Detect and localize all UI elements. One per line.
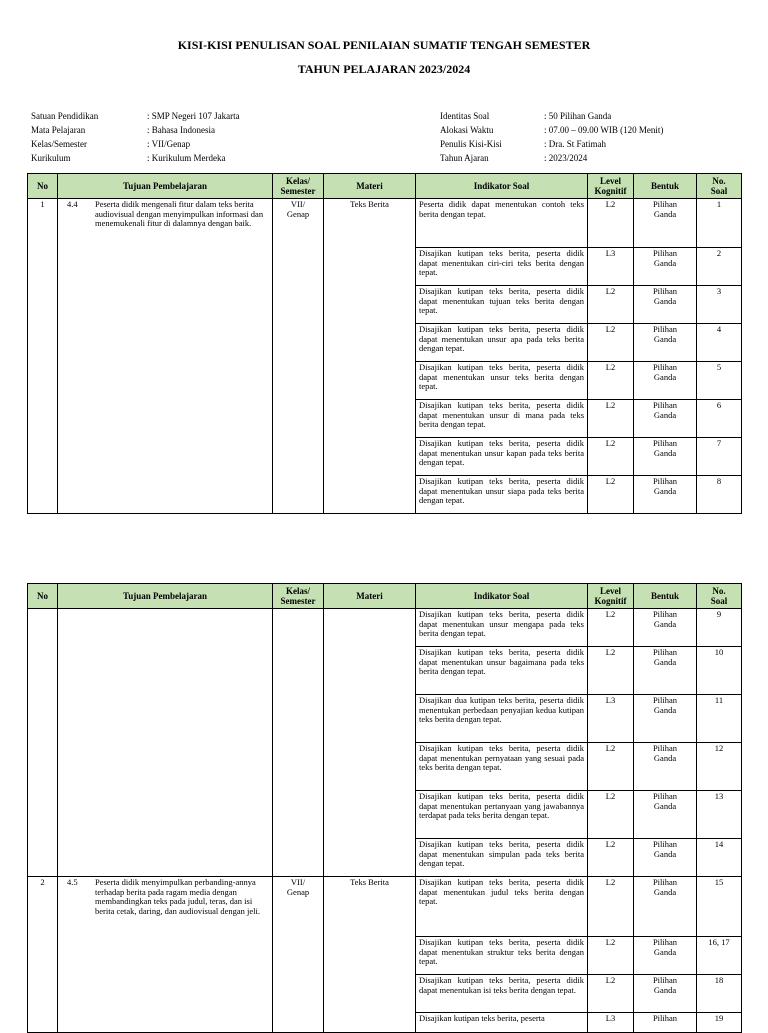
level-cell: L3 (588, 1013, 634, 1033)
materi-cell: Teks Berita (324, 199, 416, 514)
level-cell: L2 (588, 839, 634, 877)
nosoal-cell: 4 (697, 324, 742, 362)
nosoal-cell: 8 (697, 476, 742, 514)
indikator-cell: Disajikan kutipan teks berita, peserta didik dapat menentukan ciri-ciri teks berita dengan tepat. (416, 248, 588, 286)
level-cell: L2 (588, 476, 634, 514)
bentuk-cell: Pilihan Ganda (634, 362, 697, 400)
indikator-cell: Disajikan kutipan teks berita, peserta didik dapat menentukan unsur kapan pada teks berita dengan tepat. (416, 438, 588, 476)
info-value: : Dra. St Fatimah (544, 139, 606, 149)
info-value: : Kurikulum Merdeka (147, 153, 226, 163)
level-cell: L2 (588, 791, 634, 839)
table-header-row (28, 584, 742, 609)
indikator-cell: Disajikan kutipan teks berita, peserta didik dapat menentukan struktur teks berita dengan tepat. (416, 937, 588, 975)
col-header-nosoal: No. Soal (697, 584, 742, 609)
nosoal-cell: 3 (697, 286, 742, 324)
objective-no: 2 (28, 877, 58, 1033)
info-label: Alokasi Waktu (440, 125, 494, 135)
indikator-cell: Disajikan dua kutipan teks berita, peserta didik menentukan perbedaan penyajian kedua kutipan teks berita dengan tepat. (416, 695, 588, 743)
level-cell: L2 (588, 362, 634, 400)
kelas-cell-continued (273, 609, 324, 877)
indikator-cell: Disajikan kutipan teks berita, peserta didik dapat menentukan unsur siapa pada teks berita dengan tepat. (416, 476, 588, 514)
indikator-cell: Disajikan kutipan teks berita, peserta didik dapat menentukan unsur bagaimana pada teks berita dengan tepat. (416, 647, 588, 695)
bentuk-cell: Pilihan Ganda (634, 400, 697, 438)
kisi-kisi-table-page-1 (27, 173, 742, 514)
info-row (31, 137, 240, 151)
bentuk-cell: Pilihan Ganda (634, 647, 697, 695)
nosoal-cell: 11 (697, 695, 742, 743)
nosoal-cell: 12 (697, 743, 742, 791)
level-cell: L3 (588, 695, 634, 743)
info-label: Satuan Pendidikan (31, 111, 99, 121)
info-value: : Bahasa Indonesia (147, 125, 215, 135)
info-label: Kurikulum (31, 153, 71, 163)
indikator-cell: Disajikan kutipan teks berita, peserta didik dapat menentukan tujuan teks berita dengan tepat. (416, 286, 588, 324)
info-row (440, 109, 663, 123)
col-header-indikator: Indikator Soal (416, 174, 588, 199)
indikator-cell: Disajikan kutipan teks berita, peserta didik dapat menentukan judul teks berita dengan tepat. (416, 877, 588, 937)
bentuk-cell: Pilihan Ganda (634, 609, 697, 647)
nosoal-cell: 9 (697, 609, 742, 647)
info-row (31, 123, 240, 137)
kelas-cell: VII/ Genap (273, 877, 324, 1033)
nosoal-cell: 18 (697, 975, 742, 1013)
level-cell: L2 (588, 647, 634, 695)
document-subtitle: TAHUN PELAJARAN 2023/2024 (297, 62, 471, 76)
info-value: : VII/Genap (147, 139, 191, 149)
level-cell: L2 (588, 975, 634, 1013)
info-label: Mata Pelajaran (31, 125, 86, 135)
objective-no: 1 (28, 199, 58, 514)
info-label: Kelas/Semester (31, 139, 87, 149)
col-header-nosoal: No. Soal (697, 174, 742, 199)
bentuk-cell: Pilihan Ganda (634, 476, 697, 514)
bentuk-cell: Pilihan Ganda (634, 438, 697, 476)
info-right (440, 109, 663, 165)
indikator-cell: Disajikan kutipan teks berita, peserta didik dapat menentukan simpulan pada teks berita dengan tepat. (416, 839, 588, 877)
nosoal-cell: 14 (697, 839, 742, 877)
col-header-level: Level Kognitif (588, 584, 634, 609)
indikator-cell: Disajikan kutipan teks berita, peserta didik dapat menentukan unsur teks berita dengan tepat. (416, 362, 588, 400)
info-label: Tahun Ajaran (440, 153, 489, 163)
objective-cell (58, 877, 273, 1033)
objective-text: Peserta didik mengenali fitur dalam teks berita audiovisual dengan menyimpulkan informasi dan menemukenali fitur di dalamnya dengan baik. (95, 199, 264, 229)
level-cell: L2 (588, 324, 634, 362)
indikator-cell: Peserta didik dapat menentukan contoh teks berita dengan tepat. (416, 199, 588, 248)
objective-code: 4.4 (67, 199, 78, 209)
level-cell: L3 (588, 248, 634, 286)
nosoal-cell: 13 (697, 791, 742, 839)
info-value: : 07.00 – 09.00 WIB (120 Menit) (544, 125, 664, 135)
bentuk-cell: Pilihan Ganda (634, 286, 697, 324)
nosoal-cell: 1 (697, 199, 742, 248)
table-header-row (28, 174, 742, 199)
objective-cell-continued (58, 609, 273, 877)
info-left (31, 109, 240, 165)
col-header-bentuk: Bentuk (634, 174, 697, 199)
info-value: : 50 Pilihan Ganda (544, 111, 612, 121)
bentuk-cell: Pilihan Ganda (634, 248, 697, 286)
col-header-no: No (28, 174, 58, 199)
level-cell: L2 (588, 609, 634, 647)
indikator-cell: Disajikan kutipan teks berita, peserta didik dapat menentukan unsur mengapa pada teks berita dengan tepat. (416, 609, 588, 647)
level-cell: L2 (588, 877, 634, 937)
level-cell: L2 (588, 743, 634, 791)
materi-cell: Teks Berita (324, 877, 416, 1033)
nosoal-cell: 5 (697, 362, 742, 400)
col-header-no: No (28, 584, 58, 609)
bentuk-cell: Pilihan Ganda (634, 743, 697, 791)
nosoal-cell: 19 (697, 1013, 742, 1033)
col-header-bentuk: Bentuk (634, 584, 697, 609)
objective-no-continued (28, 609, 58, 877)
bentuk-cell: Pilihan Ganda (634, 199, 697, 248)
table-row (28, 199, 742, 248)
info-row (440, 137, 663, 151)
col-header-indikator: Indikator Soal (416, 584, 588, 609)
level-cell: L2 (588, 438, 634, 476)
nosoal-cell: 7 (697, 438, 742, 476)
bentuk-cell: Pilihan (634, 1013, 697, 1033)
info-value: : 2023/2024 (544, 153, 588, 163)
objective-text: Peserta didik menyimpulkan perbanding-annya terhadap berita pada ragam media dengan membandingkan teks pada judul, teras, dan isi berita cetak, daring, dan audiovisual dengan jeli. (95, 877, 260, 917)
indikator-cell: Disajikan kutipan teks berita, peserta didik dapat menentukan unsur apa pada teks berita dengan tepat. (416, 324, 588, 362)
bentuk-cell: Pilihan Ganda (634, 324, 697, 362)
info-row (31, 109, 240, 123)
col-header-tujuan: Tujuan Pembelajaran (58, 584, 273, 609)
indikator-cell: Disajikan kutipan teks berita, peserta didik dapat menentukan isi teks berita dengan tepat. (416, 975, 588, 1013)
col-header-tujuan: Tujuan Pembelajaran (58, 174, 273, 199)
info-row (440, 123, 663, 137)
objective-cell (58, 199, 273, 514)
info-row (31, 151, 240, 165)
bentuk-cell: Pilihan Ganda (634, 839, 697, 877)
info-label: Identitas Soal (440, 111, 490, 121)
indikator-cell: Disajikan kutipan teks berita, peserta didik dapat menentukan pertanyaan yang jawabannya terdapat pada teks berita dengan tepat. (416, 791, 588, 839)
bentuk-cell: Pilihan Ganda (634, 937, 697, 975)
document-title: KISI-KISI PENULISAN SOAL PENILAIAN SUMATIF TENGAH SEMESTER (177, 38, 591, 52)
level-cell: L2 (588, 199, 634, 248)
bentuk-cell: Pilihan Ganda (634, 695, 697, 743)
col-header-materi: Materi (324, 584, 416, 609)
kisi-kisi-table-page-2 (27, 583, 742, 1033)
bentuk-cell: Pilihan Ganda (634, 975, 697, 1013)
info-row (440, 151, 663, 165)
table-row (28, 877, 742, 937)
table-row (28, 609, 742, 647)
level-cell: L2 (588, 286, 634, 324)
indikator-cell: Disajikan kutipan teks berita, peserta didik dapat menentukan pernyataan yang sesuai pada teks berita dengan tepat. (416, 743, 588, 791)
level-cell: L2 (588, 400, 634, 438)
nosoal-cell: 15 (697, 877, 742, 937)
indikator-cell: Disajikan kutipan teks berita, peserta (416, 1013, 588, 1033)
nosoal-cell: 16, 17 (697, 937, 742, 975)
col-header-kelas: Kelas/ Semester (273, 584, 324, 609)
info-value: : SMP Negeri 107 Jakarta (147, 111, 240, 121)
col-header-level: Level Kognitif (588, 174, 634, 199)
nosoal-cell: 10 (697, 647, 742, 695)
info-label: Penulis Kisi-Kisi (440, 139, 502, 149)
bentuk-cell: Pilihan Ganda (634, 877, 697, 937)
nosoal-cell: 2 (697, 248, 742, 286)
col-header-materi: Materi (324, 174, 416, 199)
bentuk-cell: Pilihan Ganda (634, 791, 697, 839)
nosoal-cell: 6 (697, 400, 742, 438)
level-cell: L2 (588, 937, 634, 975)
objective-code: 4.5 (67, 877, 78, 887)
col-header-kelas: Kelas/ Semester (273, 174, 324, 199)
materi-cell-continued (324, 609, 416, 877)
indikator-cell: Disajikan kutipan teks berita, peserta didik dapat menentukan unsur di mana pada teks berita dengan tepat. (416, 400, 588, 438)
kelas-cell: VII/ Genap (273, 199, 324, 514)
